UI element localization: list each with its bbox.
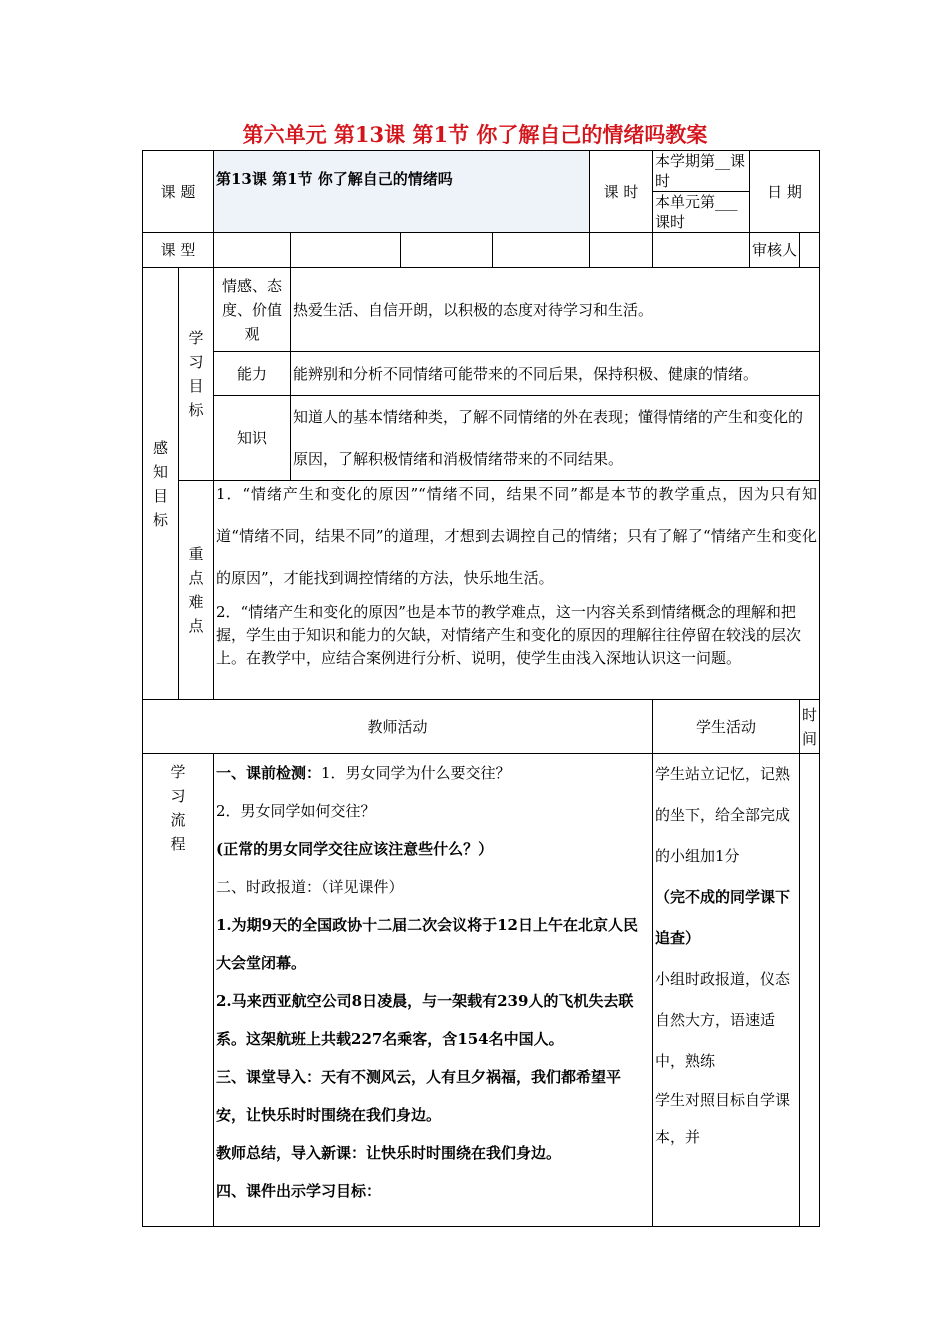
type-cell-1	[214, 233, 291, 268]
learning-flow-label: 学习流程	[143, 754, 214, 1227]
type-cell-2	[291, 233, 401, 268]
teacher-summary: 教师总结，导入新课：让快乐时时围绕在我们身边。	[216, 1144, 562, 1162]
time-content	[800, 754, 820, 1227]
ability-label: 能力	[214, 352, 291, 396]
document-title: 第六单元 第13课 第1节 你了解自己的情绪吗教案	[242, 122, 708, 147]
type-cell-5	[590, 233, 653, 268]
learning-objectives-label: 学习目标	[179, 268, 214, 481]
reviewer-label: 审核人	[750, 233, 800, 268]
ability-text: 能辨别和分析不同情绪可能带来的不同后果，保持积极、健康的情绪。	[291, 352, 820, 396]
time-header: 时间	[800, 700, 820, 754]
key-points-text: 1．“情绪产生和变化的原因”“情绪不同，结果不同”都是本节的教学重点，因为只有知道“情绪不同，结果不同”的道理，才想到去调控自己的情绪；只有了解了“情绪产生和变化的原因”，才能找到调控情绪的方法，快乐地生活。 2．“情绪产生和变化的原因”也是本节的教学难点，这一内容关系到情绪概念的理解和把握，学生由于知识和能力的欠缺，对情绪产生和变化的原因的理解往往停留在较浅的层次上。在教学中，应结合案例进行分析、说明，使学生由浅入深地认识这一问题。	[214, 481, 820, 700]
attitude-label: 情感、态度、价值观	[214, 268, 291, 352]
date-label: 日 期	[750, 151, 820, 233]
student-activity-header: 学生活动	[653, 700, 800, 754]
type-cell-3	[401, 233, 493, 268]
knowledge-text: 知道人的基本情绪种类，了解不同情绪的外在表现；懂得情绪的产生和变化的原因，了解积极情绪和消极情绪带来的不同结果。	[291, 396, 820, 481]
news-item-1: 1.为期9天的全国政协十二届二次会议将于12日上午在北京人民大会堂闭幕。	[216, 916, 638, 972]
attitude-text: 热爱生活、自信开朗，以积极的态度对待学习和生活。	[291, 268, 820, 352]
type-label: 课 型	[143, 233, 214, 268]
topic-value: 第13课 第1节 你了解自己的情绪吗	[214, 151, 590, 233]
period-label: 课 时	[590, 151, 653, 233]
teacher-activity-header: 教师活动	[143, 700, 653, 754]
news-report: 二、时政报道：（详见课件）	[216, 878, 404, 896]
period-semester: 本学期第__课时	[653, 151, 750, 192]
reviewer-value	[800, 233, 820, 268]
key-points-label: 重点难点	[179, 481, 214, 700]
learning-goals: 四、课件出示学习目标：	[216, 1182, 382, 1200]
pre-class-q2: 2．男女同学如何交往？(正常的男女同学交往应该注意些什么？）	[216, 802, 494, 858]
class-intro: 三、课堂导入：天有不测风云，人有旦夕祸福，我们都希望平安，让快乐时时围绕在我们身边。	[216, 1068, 622, 1124]
type-cell-6	[653, 233, 750, 268]
topic-label: 课 题	[143, 151, 214, 233]
perception-objectives-label: 感知目标	[143, 268, 179, 700]
student-activity-content: 学生站立记忆，记熟的坐下，给全部完成的小组加1分 （完不成的同学课下追查） 小组时政报道，仪态自然大方，语速适中，熟练 学生对照目标自学课本，并	[653, 754, 800, 1227]
news-item-2: 2.马来西亚航空公司8日凌晨，与一架载有239人的飞机失去联系。这架航班上共载227名乘客，含154名中国人。	[216, 992, 634, 1048]
type-cell-4	[493, 233, 590, 268]
knowledge-label: 知识	[214, 396, 291, 481]
teacher-activity-content	[214, 754, 653, 1227]
pre-class-check: 一、课前检测：1．男女同学为什么要交往？	[216, 764, 511, 782]
lesson-plan-table	[142, 150, 820, 1227]
period-unit: 本单元第___课时	[653, 192, 750, 233]
